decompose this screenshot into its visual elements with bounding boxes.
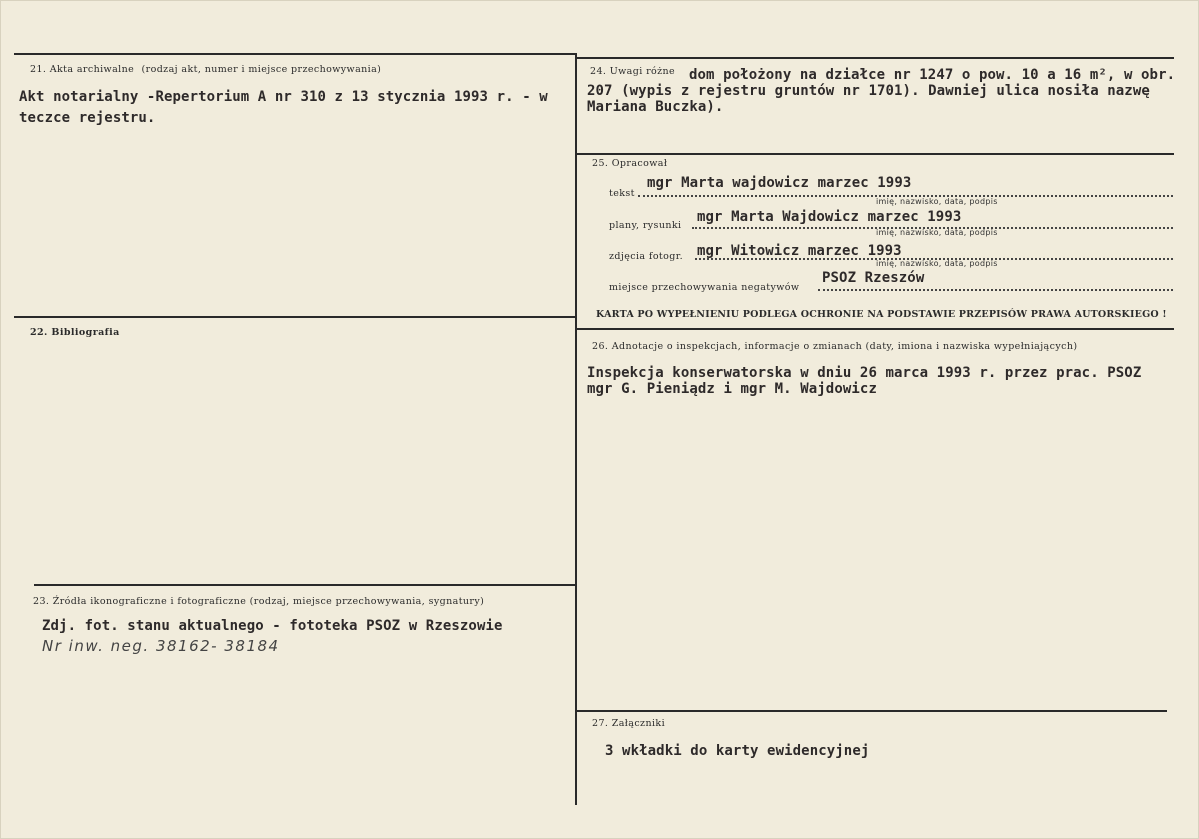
negatywy-dotted-line [818, 289, 1173, 291]
section-27-label: 27. Załączniki [592, 718, 666, 729]
section-23-handwritten-note: Nr inw. neg. 38162- 38184 [42, 637, 280, 655]
section-24-line1: dom położony na działce nr 1247 o pow. 10 a 16 m², w obr. [689, 67, 1176, 83]
tekst-caption: imię, nazwisko, data, podpis [876, 197, 998, 206]
zdjecia-caption: imię, nazwisko, data, podpis [876, 259, 998, 268]
zdjecia-label: zdjęcia fotogr. [609, 251, 684, 262]
rule-21-22 [14, 316, 577, 318]
section-21-label: 21. Akta archiwalne (rodzaj akt, numer i miejsce przechowywania) [30, 64, 382, 75]
section-23-label: 23. Źródła ikonograficzne i fotograficzne (rodzaj, miejsce przechowywania, sygnatury) [33, 596, 485, 607]
section-26-label: 26. Adnotacje o inspekcjach, informacje o zmianach (daty, imiona i nazwiska wypełniających) [592, 341, 1078, 352]
top-rule-right [577, 57, 1174, 59]
section-21-line2: teczce rejestru. [19, 110, 156, 126]
plany-value: mgr Marta Wajdowicz marzec 1993 [697, 209, 962, 225]
rule-25-26 [577, 328, 1174, 330]
plany-caption: imię, nazwisko, data, podpis [876, 228, 998, 237]
section-22-label: 22. Bibliografia [30, 327, 120, 338]
top-rule-left [14, 53, 577, 55]
section-24-line3: Mariana Buczka). [587, 99, 724, 115]
rule-26-27 [577, 710, 1167, 712]
zdjecia-value: mgr Witowicz marzec 1993 [697, 243, 902, 259]
tekst-value: mgr Marta wajdowicz marzec 1993 [647, 175, 912, 191]
section-24-line2: 207 (wypis z rejestru gruntów nr 1701). Dawniej ulica nosiła nazwę [587, 83, 1150, 99]
rule-24-25 [577, 153, 1174, 155]
tekst-label: tekst [609, 188, 635, 199]
section-27-line1: 3 wkładki do karty ewidencyjnej [605, 743, 870, 759]
plany-label: plany, rysunki [609, 220, 682, 231]
section-26-line1: Inspekcja konserwatorska w dniu 26 marca 1993 r. przez prac. PSOZ [587, 365, 1142, 381]
section-21-line1: Akt notarialny -Repertorium A nr 310 z 13 stycznia 1993 r. - w [19, 89, 548, 105]
section-23-line1: Zdj. fot. stanu aktualnego - fototeka PSOZ w Rzeszowie [42, 618, 503, 634]
section-24-label: 24. Uwagi różne [590, 66, 676, 77]
section-25-label: 25. Opracował [592, 158, 668, 169]
negatywy-label: miejsce przechowywania negatywów [609, 282, 800, 293]
copyright-notice: KARTA PO WYPEŁNIENIU PODLEGA OCHRONIE NA PODSTAWIE PRZEPISÓW PRAWA AUTORSKIEGO ! [596, 309, 1167, 320]
rule-22-23 [34, 584, 577, 586]
negatywy-value: PSOZ Rzeszów [822, 270, 925, 286]
section-26-line2: mgr G. Pieniądz i mgr M. Wajdowicz [587, 381, 877, 397]
center-divider [575, 53, 577, 805]
